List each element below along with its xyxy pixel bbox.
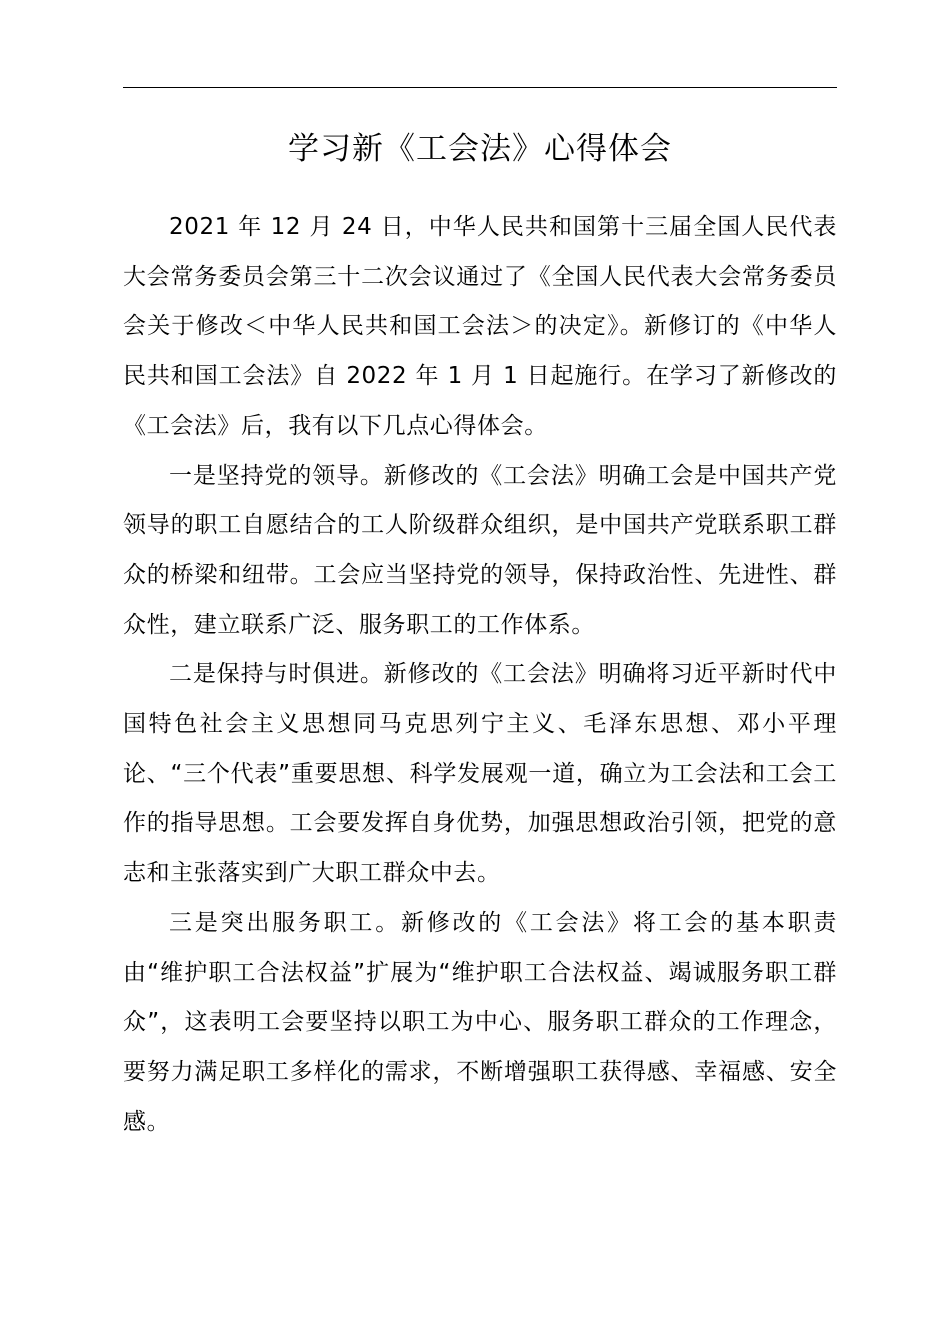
document-title: 学习新《工会法》心得体会: [288, 131, 672, 167]
paragraph-intro: 2021 年 12 月 24 日，中华人民共和国第十三届全国人民代表大会常务委员会第三十二次会议通过了《全国人民代表大会常务委员会关于修改＜中华人民共和国工会法＞的决定》。新修订的《中华人民共和国工会法》自 2022 年 1 月 1 日起施行。在学习了新修改的《工会法》后，我有以下几点心得体会。: [123, 214, 837, 439]
document-body: [123, 203, 837, 1147]
paragraph-point-two: 二是保持与时俱进。新修改的《工会法》明确将习近平新时代中国特色社会主义思想同马克思列宁主义、毛泽东思想、邓小平理论、“三个代表”重要思想、科学发展观一道，确立为工会法和工会工作的指导思想。工会要发挥自身优势，加强思想政治引领，把党的意志和主张落实到广大职工群众中去。: [123, 661, 837, 887]
header-rule: [123, 87, 837, 88]
paragraph-point-one: 一是坚持党的领导。新修改的《工会法》明确工会是中国共产党领导的职工自愿结合的工人阶级群众组织，是中国共产党联系职工群众的桥梁和纽带。工会应当坚持党的领导，保持政治性、先进性、群众性，建立联系广泛、服务职工的工作体系。: [123, 462, 837, 638]
paragraph-point-three: 三是突出服务职工。新修改的《工会法》将工会的基本职责由“维护职工合法权益”扩展为“维护职工合法权益、竭诚服务职工群众”，这表明工会要坚持以职工为中心、服务职工群众的工作理念，要努力满足职工多样化的需求，不断增强职工获得感、幸福感、安全感。: [123, 909, 837, 1135]
